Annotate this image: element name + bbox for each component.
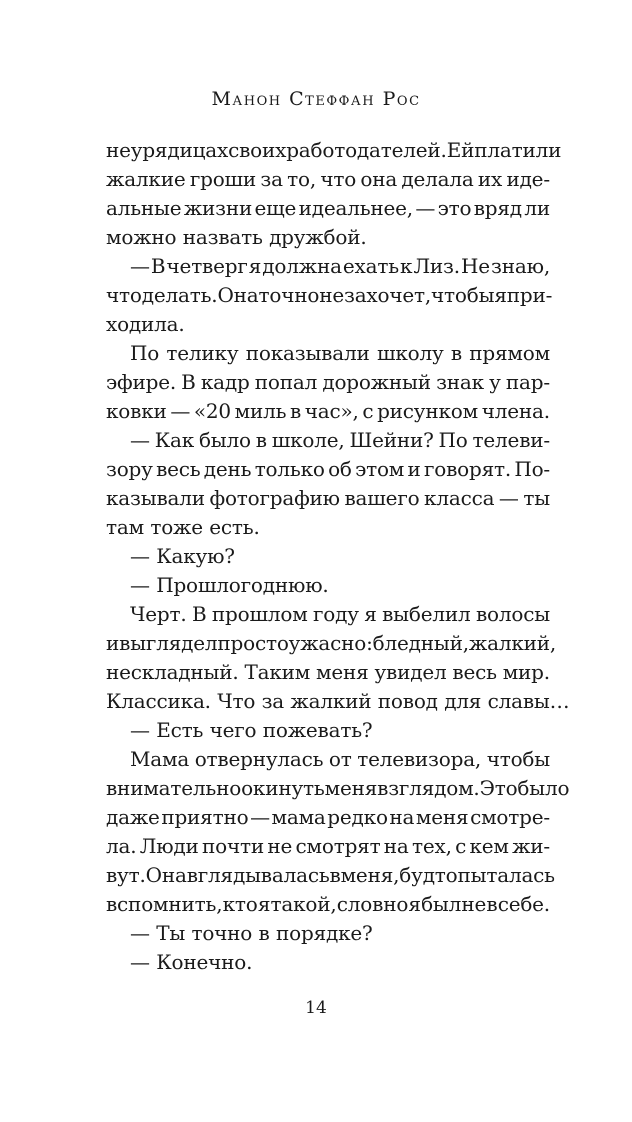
- text-line: По телику показывали школу в прямом: [130, 341, 550, 365]
- text-line: можно назвать дружбой.: [106, 225, 367, 249]
- text-line: — В четверг я должна ехать к Лиз. Не знаю,: [130, 254, 550, 278]
- text-line: — Прошлогоднюю.: [130, 573, 329, 597]
- body-text: [106, 136, 570, 977]
- text-line: нескладный. Таким меня увидел весь мир.: [106, 660, 550, 684]
- text-line: Мама отвернулась от телевизора, чтобы: [130, 747, 550, 771]
- text-line: Классика. Что за жалкий повод для славы…: [106, 689, 570, 713]
- text-line: зору весь день только об этом и говорят. По-: [106, 457, 550, 481]
- text-line: эфире. В кадр попал дорожный знак у пар-: [106, 370, 550, 394]
- text-line: что делать. Она точно не захочет, чтобы я при-: [106, 283, 553, 307]
- text-line: вут. Она вглядывалась в меня, будто пыталась: [106, 863, 555, 887]
- text-line: — Есть чего пожевать?: [130, 718, 373, 742]
- text-line: там тоже есть.: [106, 515, 260, 539]
- running-head: Манон Стеффан Рос: [211, 88, 421, 110]
- text-line: вспомнить, кто я такой, словно я был не в себе.: [106, 892, 550, 916]
- text-line: — Конечно.: [130, 950, 253, 974]
- text-line: ходила.: [106, 312, 185, 336]
- text-line: — Ты точно в порядке?: [130, 921, 373, 945]
- text-line: Черт. В прошлом году я выбелил волосы: [130, 602, 550, 626]
- text-line: казывали фотографию вашего класса — ты: [106, 486, 550, 510]
- text-line: ла. Люди почти не смотрят на тех, с кем жи-: [106, 834, 550, 858]
- page-number: 14: [305, 998, 327, 1018]
- text-line: — Как было в школе, Шейни? По телеви-: [130, 428, 550, 452]
- text-line: альные жизни еще идеальнее, — это вряд ли: [106, 196, 550, 220]
- text-line: и выглядел просто ужасно: бледный, жалкий,: [106, 631, 557, 655]
- text-line: внимательно окинуть меня взглядом. Это было: [106, 776, 570, 800]
- text-line: даже приятно — мама редко на меня смотре-: [106, 805, 550, 829]
- text-line: неурядицах своих работодателей. Ей платили: [106, 138, 562, 162]
- text-line: ковки — «20 миль в час», с рисунком члена.: [106, 399, 550, 423]
- text-line: — Какую?: [130, 544, 235, 568]
- text-line: жалкие гроши за то, что она делала их иде-: [106, 167, 550, 191]
